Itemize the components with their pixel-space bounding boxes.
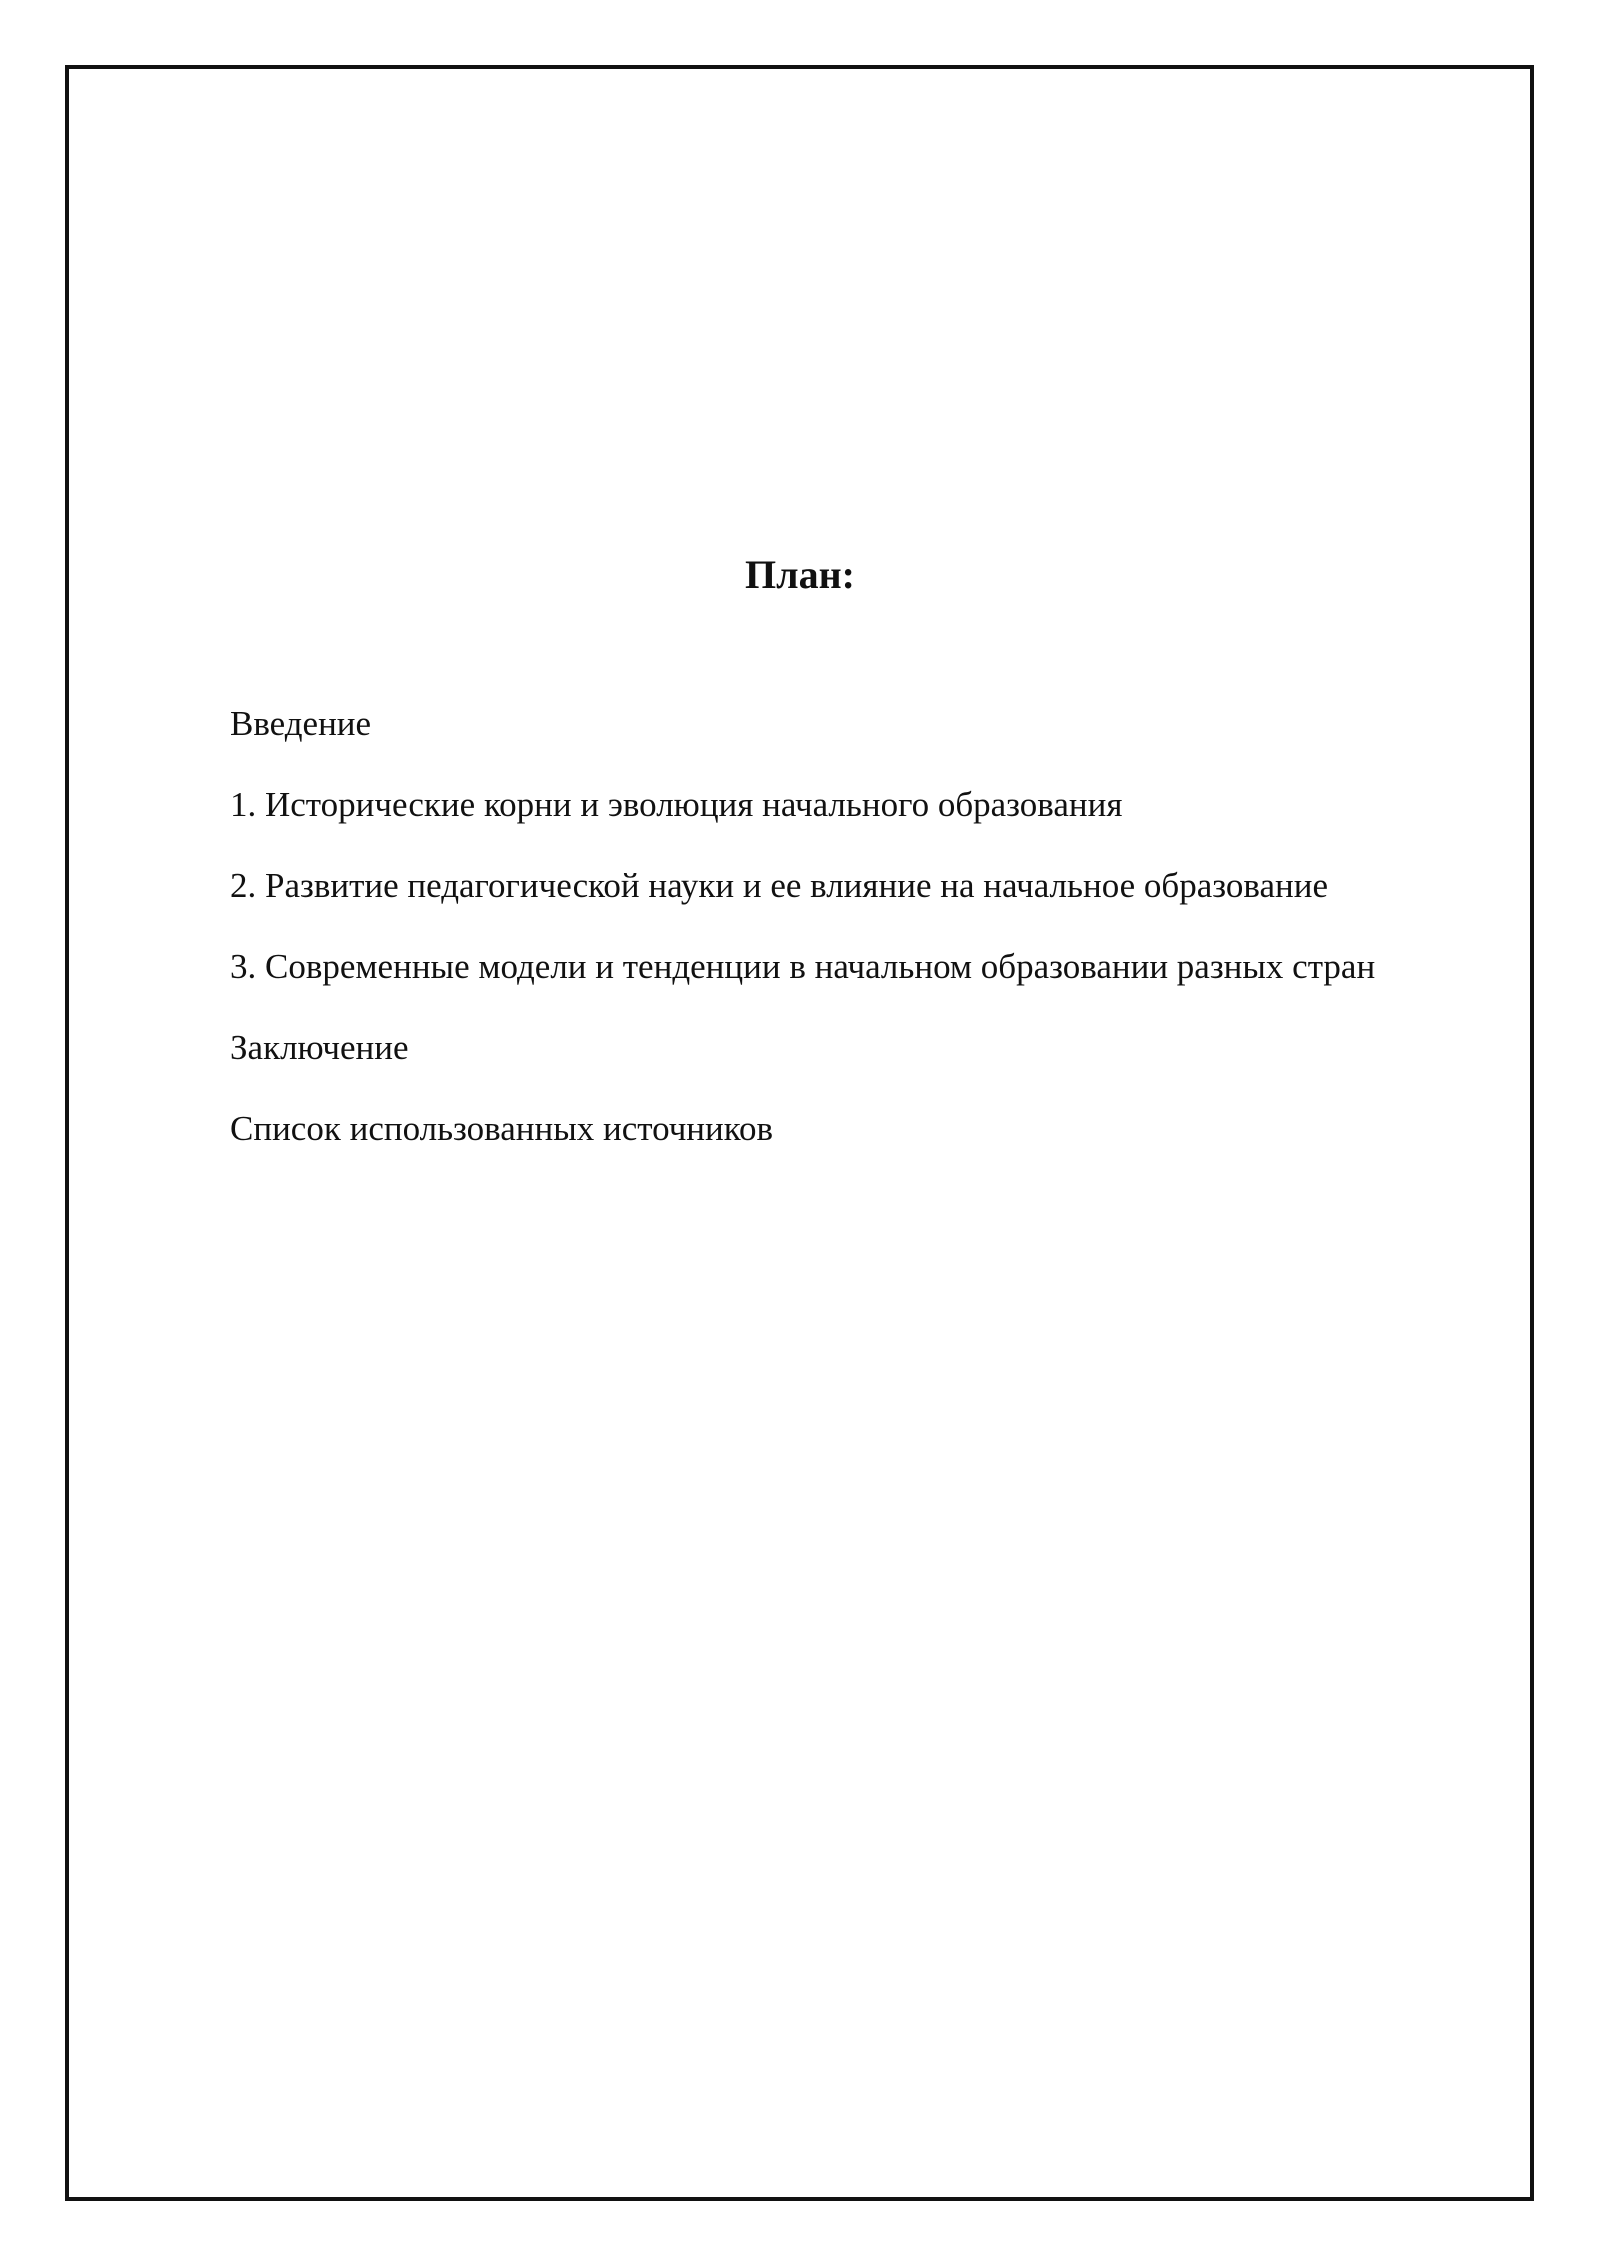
toc-item-section-2: 2. Развитие педагогической науки и ее влияние на начальное образование	[230, 866, 1328, 905]
toc-item-conclusion: Заключение	[230, 1028, 409, 1067]
toc-item-section-1: 1. Исторические корни и эволюция начального образования	[230, 785, 1123, 824]
toc-item-section-3: 3. Современные модели и тенденции в начальном образовании разных стран	[230, 947, 1376, 986]
plan-title: План:	[745, 552, 855, 597]
table-of-contents	[230, 700, 1375, 1186]
toc-item-references: Список использованных источников	[230, 1109, 774, 1148]
toc-item-introduction: Введение	[230, 704, 372, 743]
